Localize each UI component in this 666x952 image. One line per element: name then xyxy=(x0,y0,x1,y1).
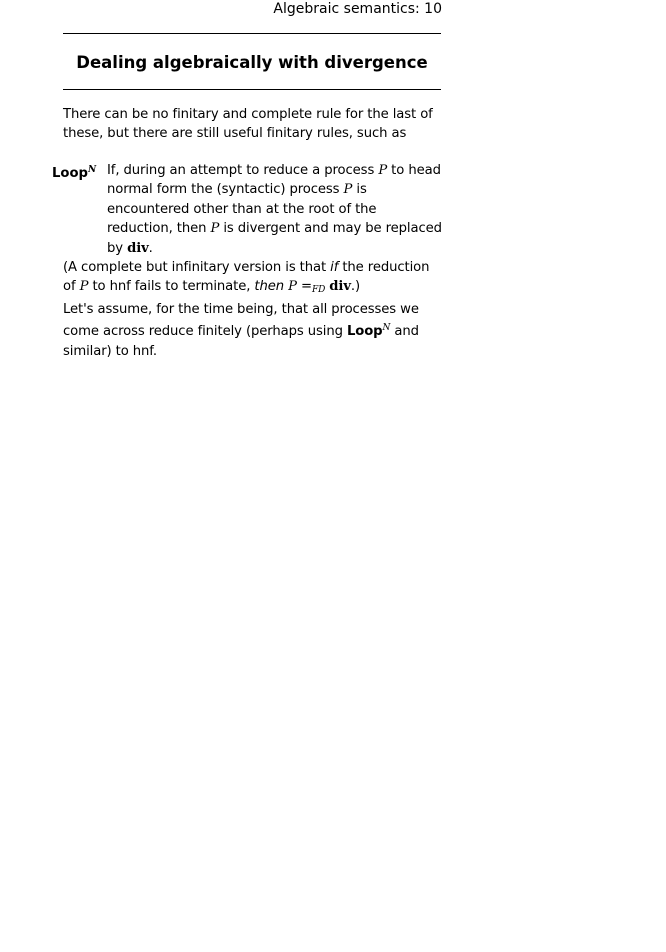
loop-rule-body xyxy=(107,161,444,258)
loop-rule-label xyxy=(52,161,96,183)
p2-text-2: the reduction of xyxy=(63,260,430,295)
p2-text-1: (A complete but infinitary version is that xyxy=(63,260,331,275)
p3-text-1: Let's assume, for the time being, that all processes we come across reduce finitely (perhaps using xyxy=(63,302,419,340)
equals-sign: = xyxy=(296,279,312,295)
section-title: Dealing algebraically with divergence xyxy=(76,53,428,72)
assumption-paragraph xyxy=(63,300,443,361)
loop-ref: Loop xyxy=(346,324,383,340)
loop-rule-superscript: N xyxy=(87,165,97,175)
p2-text-3: to hnf fails to terminate, xyxy=(88,279,255,295)
rule-text-2: to head normal form the (syntactic) process xyxy=(107,163,441,198)
rule-text-1: If, during an attempt to reduce a process xyxy=(107,163,379,178)
process-var: P xyxy=(210,221,220,237)
rule-text-3: is encountered other than at the root of the reduction, then xyxy=(107,182,377,237)
process-var: P xyxy=(343,182,353,198)
bottom-rule xyxy=(63,89,441,90)
intro-paragraph: There can be no finitary and complete rule for the last of these, but there are still useful finitary rules, such as xyxy=(63,107,433,142)
div-term: div xyxy=(127,240,149,256)
fd-subscript: FD xyxy=(311,285,326,296)
p2-text-4: .) xyxy=(350,279,361,295)
process-var: P xyxy=(378,163,388,178)
loop-ref-superscript: N xyxy=(382,323,391,334)
if-emphasis: if xyxy=(330,260,339,275)
rule-text-4: is divergent and may be replaced by xyxy=(107,221,442,256)
loop-rule-name: Loop xyxy=(52,166,88,181)
process-var: P xyxy=(288,279,297,295)
p3-text-2: and similar) to hnf. xyxy=(63,324,419,359)
top-rule xyxy=(63,33,441,34)
running-header: Algebraic semantics: 10 xyxy=(273,1,442,17)
then-emphasis: then xyxy=(254,279,285,295)
infinitary-paragraph xyxy=(63,258,443,301)
process-var: P xyxy=(79,279,89,295)
div-term: div xyxy=(329,279,351,295)
rule-text-5: . xyxy=(148,240,153,256)
